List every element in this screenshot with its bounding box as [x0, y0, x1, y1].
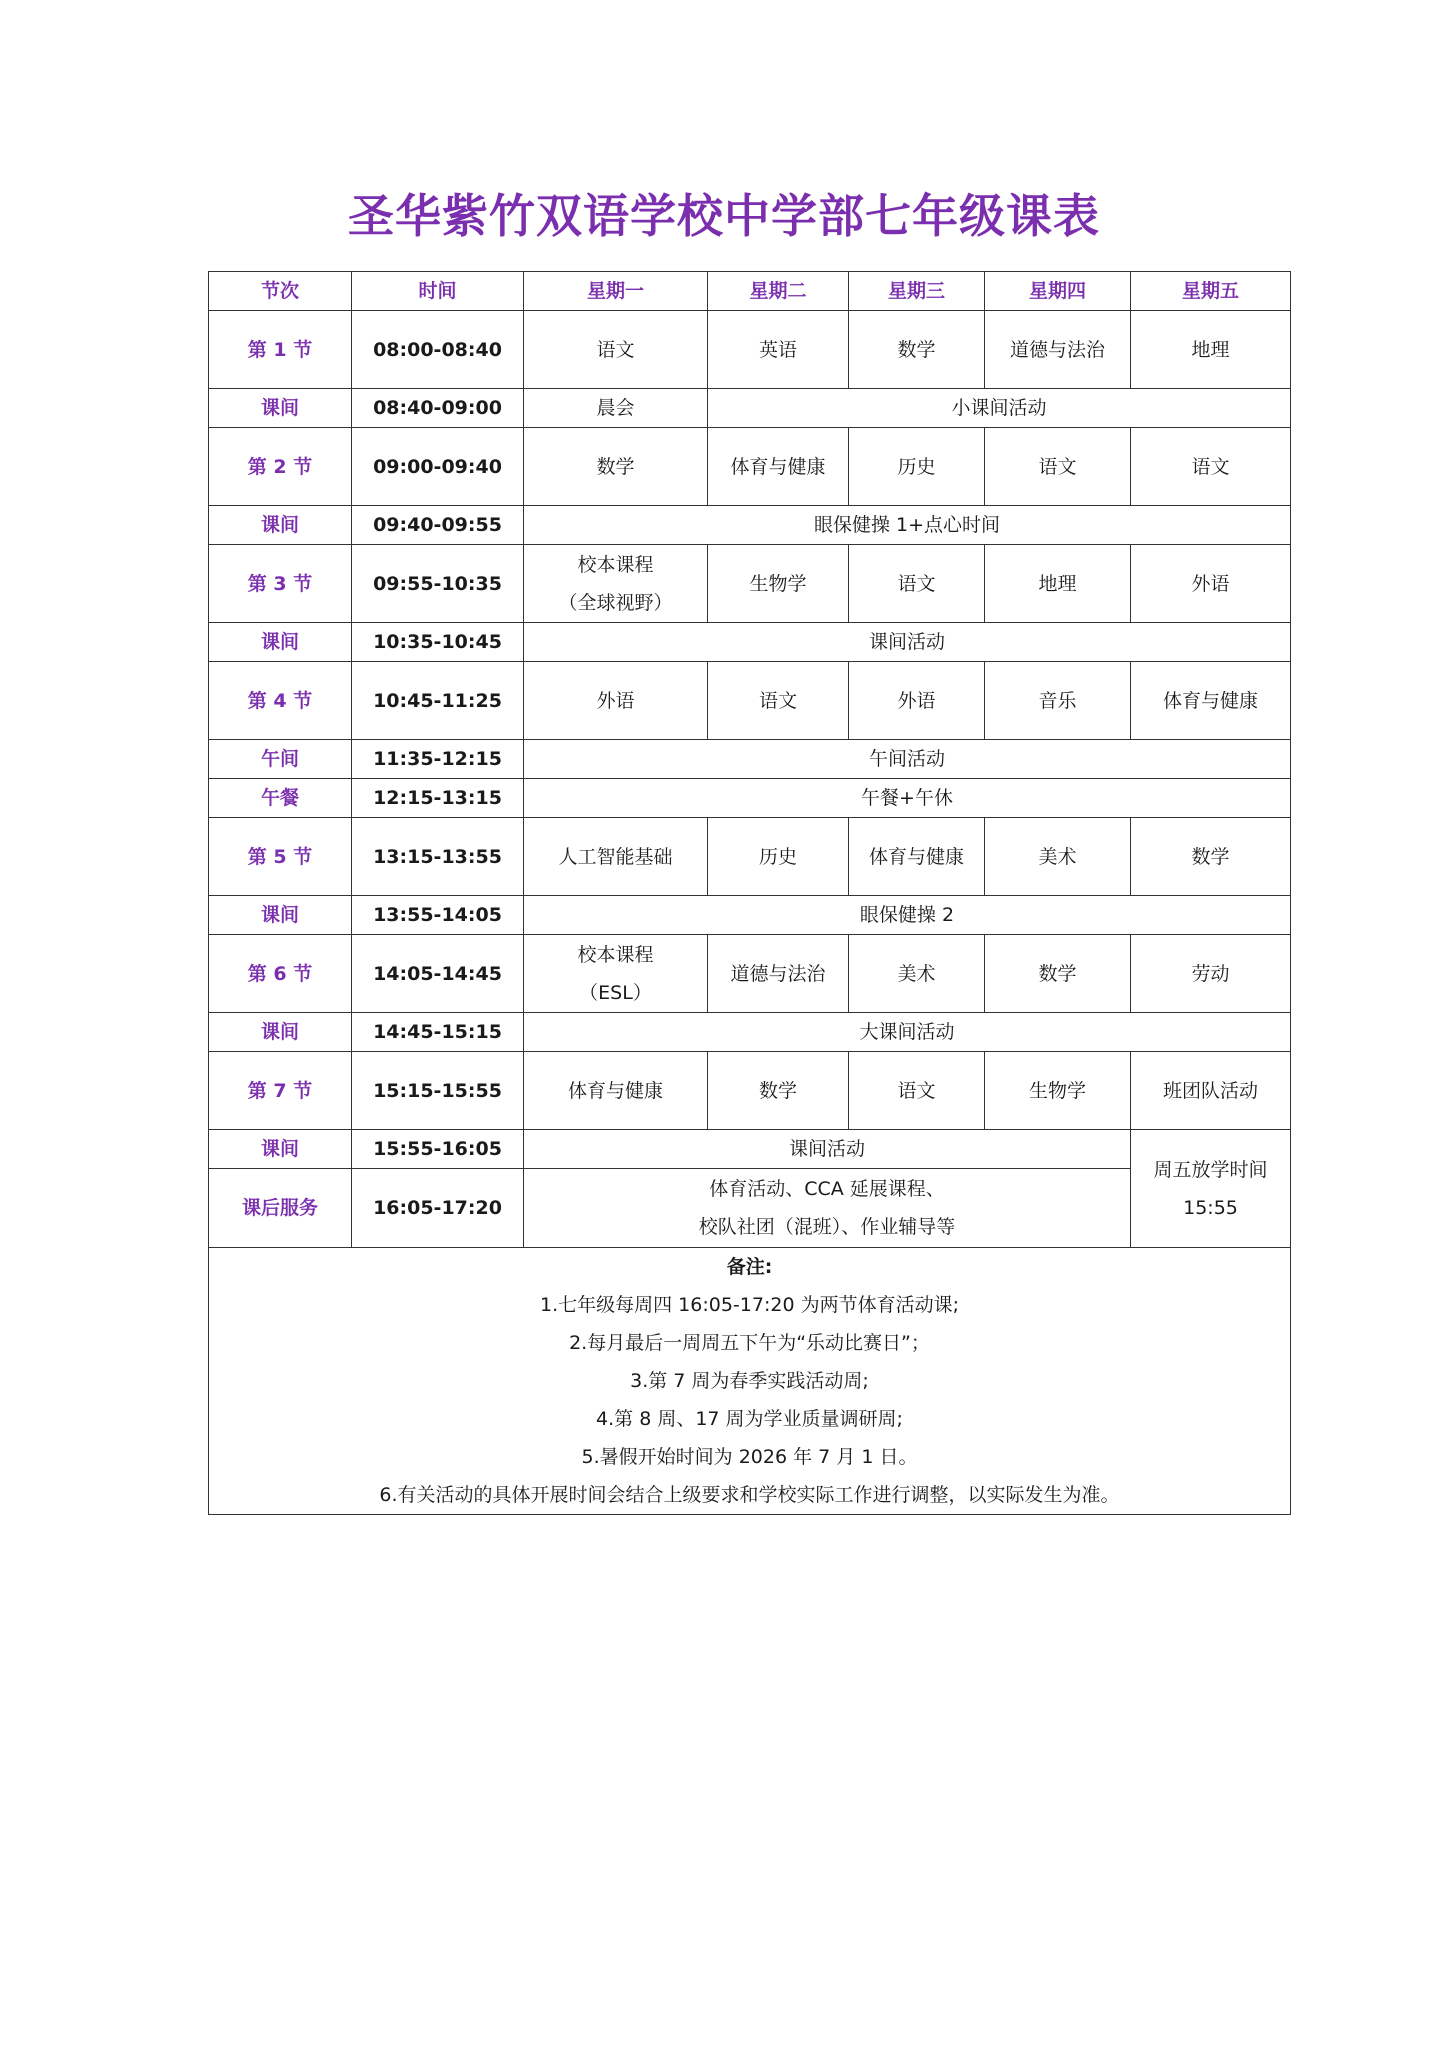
page-title: 圣华紫竹双语学校中学部七年级课表 — [348, 189, 1100, 243]
header-monday: 星期一 — [524, 272, 708, 311]
period-label: 第 6 节 — [209, 935, 352, 1013]
cell-wednesday: 语文 — [849, 1052, 985, 1130]
table-row — [209, 1130, 1291, 1169]
cell-line: 体育活动、CCA 延展课程、 — [709, 1178, 945, 1200]
cell-line: 校本课程 — [577, 553, 654, 576]
period-label: 第 7 节 — [209, 1052, 352, 1130]
period-time: 10:35-10:45 — [352, 623, 524, 662]
cell-wednesday: 历史 — [849, 428, 985, 506]
cell-monday: 语文 — [524, 311, 708, 389]
period-label: 第 2 节 — [209, 428, 352, 506]
header-friday: 星期五 — [1131, 272, 1291, 311]
cell-thursday: 道德与法治 — [985, 311, 1131, 389]
note-item: 4.第 8 周、17 周为学业质量调研周; — [596, 1408, 903, 1430]
table-row — [209, 623, 1291, 662]
cell-tuesday: 体育与健康 — [708, 428, 849, 506]
period-label: 课后服务 — [209, 1169, 352, 1248]
period-label: 课间 — [209, 506, 352, 545]
friday-dismissal-cell — [1131, 1130, 1291, 1248]
period-time: 15:55-16:05 — [352, 1130, 524, 1169]
table-row — [209, 389, 1291, 428]
period-label: 午餐 — [209, 779, 352, 818]
table-row — [209, 740, 1291, 779]
cell-line: 校队社团（混班）、作业辅导等 — [698, 1216, 956, 1238]
header-period: 节次 — [209, 272, 352, 311]
header-row — [209, 272, 1291, 311]
table-row — [209, 311, 1291, 389]
period-time: 13:15-13:55 — [352, 818, 524, 896]
cell-tuesday: 数学 — [708, 1052, 849, 1130]
cell-monday — [524, 935, 708, 1013]
cell-tue-fri: 小课间活动 — [708, 389, 1291, 428]
cell-mon-thu: 课间活动 — [524, 1130, 1131, 1169]
cell-monday: 晨会 — [524, 389, 708, 428]
cell-friday: 班团队活动 — [1131, 1052, 1291, 1130]
cell-friday: 劳动 — [1131, 935, 1291, 1013]
cell-thursday: 语文 — [985, 428, 1131, 506]
cell-friday: 地理 — [1131, 311, 1291, 389]
header-thursday: 星期四 — [985, 272, 1131, 311]
period-label: 课间 — [209, 1130, 352, 1169]
note-item: 5.暑假开始时间为 2026 年 7 月 1 日。 — [581, 1446, 918, 1468]
cell-all-days: 午餐+午休 — [524, 779, 1291, 818]
cell-wednesday: 数学 — [849, 311, 985, 389]
period-time: 09:55-10:35 — [352, 545, 524, 623]
cell-tuesday: 历史 — [708, 818, 849, 896]
period-label: 第 3 节 — [209, 545, 352, 623]
cell-all-days: 课间活动 — [524, 623, 1291, 662]
after-school-service-cell — [524, 1169, 1131, 1248]
cell-all-days: 大课间活动 — [524, 1013, 1291, 1052]
period-label: 第 5 节 — [209, 818, 352, 896]
table-row — [209, 1013, 1291, 1052]
schedule-table — [208, 271, 1291, 1515]
period-time: 10:45-11:25 — [352, 662, 524, 740]
cell-all-days: 眼保健操 1+点心时间 — [524, 506, 1291, 545]
cell-wednesday: 美术 — [849, 935, 985, 1013]
header-wednesday: 星期三 — [849, 272, 985, 311]
table-row — [209, 779, 1291, 818]
cell-thursday: 生物学 — [985, 1052, 1131, 1130]
cell-tuesday: 英语 — [708, 311, 849, 389]
cell-monday: 外语 — [524, 662, 708, 740]
period-time: 09:00-09:40 — [352, 428, 524, 506]
cell-thursday: 数学 — [985, 935, 1131, 1013]
period-time: 12:15-13:15 — [352, 779, 524, 818]
table-row — [209, 896, 1291, 935]
period-time: 14:45-15:15 — [352, 1013, 524, 1052]
period-label: 课间 — [209, 623, 352, 662]
cell-friday: 语文 — [1131, 428, 1291, 506]
table-row — [209, 662, 1291, 740]
notes — [209, 1248, 1291, 1515]
cell-line: 周五放学时间 — [1153, 1158, 1268, 1181]
cell-friday: 体育与健康 — [1131, 662, 1291, 740]
cell-monday — [524, 545, 708, 623]
period-time: 09:40-09:55 — [352, 506, 524, 545]
period-label: 课间 — [209, 896, 352, 935]
table-row — [209, 545, 1291, 623]
cell-wednesday: 体育与健康 — [849, 818, 985, 896]
cell-line: 15:55 — [1183, 1196, 1238, 1219]
cell-friday: 数学 — [1131, 818, 1291, 896]
table-row — [209, 428, 1291, 506]
period-label: 课间 — [209, 1013, 352, 1052]
cell-thursday: 音乐 — [985, 662, 1131, 740]
cell-tuesday: 道德与法治 — [708, 935, 849, 1013]
cell-friday: 外语 — [1131, 545, 1291, 623]
period-time: 14:05-14:45 — [352, 935, 524, 1013]
cell-all-days: 午间活动 — [524, 740, 1291, 779]
table-row — [209, 1052, 1291, 1130]
note-item: 1.七年级每周四 16:05-17:20 为两节体育活动课; — [540, 1294, 959, 1316]
cell-monday: 人工智能基础 — [524, 818, 708, 896]
table-row — [209, 935, 1291, 1013]
cell-tuesday: 语文 — [708, 662, 849, 740]
cell-thursday: 美术 — [985, 818, 1131, 896]
cell-wednesday: 语文 — [849, 545, 985, 623]
header-time: 时间 — [352, 272, 524, 311]
period-label: 课间 — [209, 389, 352, 428]
period-time: 13:55-14:05 — [352, 896, 524, 935]
period-label: 午间 — [209, 740, 352, 779]
table-row — [209, 506, 1291, 545]
period-time: 15:15-15:55 — [352, 1052, 524, 1130]
cell-line: （ESL） — [579, 981, 652, 1004]
cell-all-days: 眼保健操 2 — [524, 896, 1291, 935]
period-label: 第 4 节 — [209, 662, 352, 740]
cell-line: 校本课程 — [577, 943, 654, 966]
cell-monday: 体育与健康 — [524, 1052, 708, 1130]
notes-title: 备注: — [726, 1256, 773, 1278]
period-time: 08:40-09:00 — [352, 389, 524, 428]
header-tuesday: 星期二 — [708, 272, 849, 311]
cell-monday: 数学 — [524, 428, 708, 506]
table-row — [209, 818, 1291, 896]
period-time: 11:35-12:15 — [352, 740, 524, 779]
period-time: 16:05-17:20 — [352, 1169, 524, 1248]
note-item: 2.每月最后一周周五下午为“乐动比赛日”； — [569, 1332, 930, 1354]
period-label: 第 1 节 — [209, 311, 352, 389]
notes-row — [209, 1248, 1291, 1515]
cell-thursday: 地理 — [985, 545, 1131, 623]
note-item: 3.第 7 周为春季实践活动周; — [630, 1370, 869, 1392]
cell-wednesday: 外语 — [849, 662, 985, 740]
cell-tuesday: 生物学 — [708, 545, 849, 623]
note-item: 6.有关活动的具体开展时间会结合上级要求和学校实际工作进行调整，以实际发生为准。 — [379, 1484, 1120, 1506]
period-time: 08:00-08:40 — [352, 311, 524, 389]
cell-line: （全球视野） — [558, 591, 673, 614]
table-row — [209, 1169, 1291, 1248]
